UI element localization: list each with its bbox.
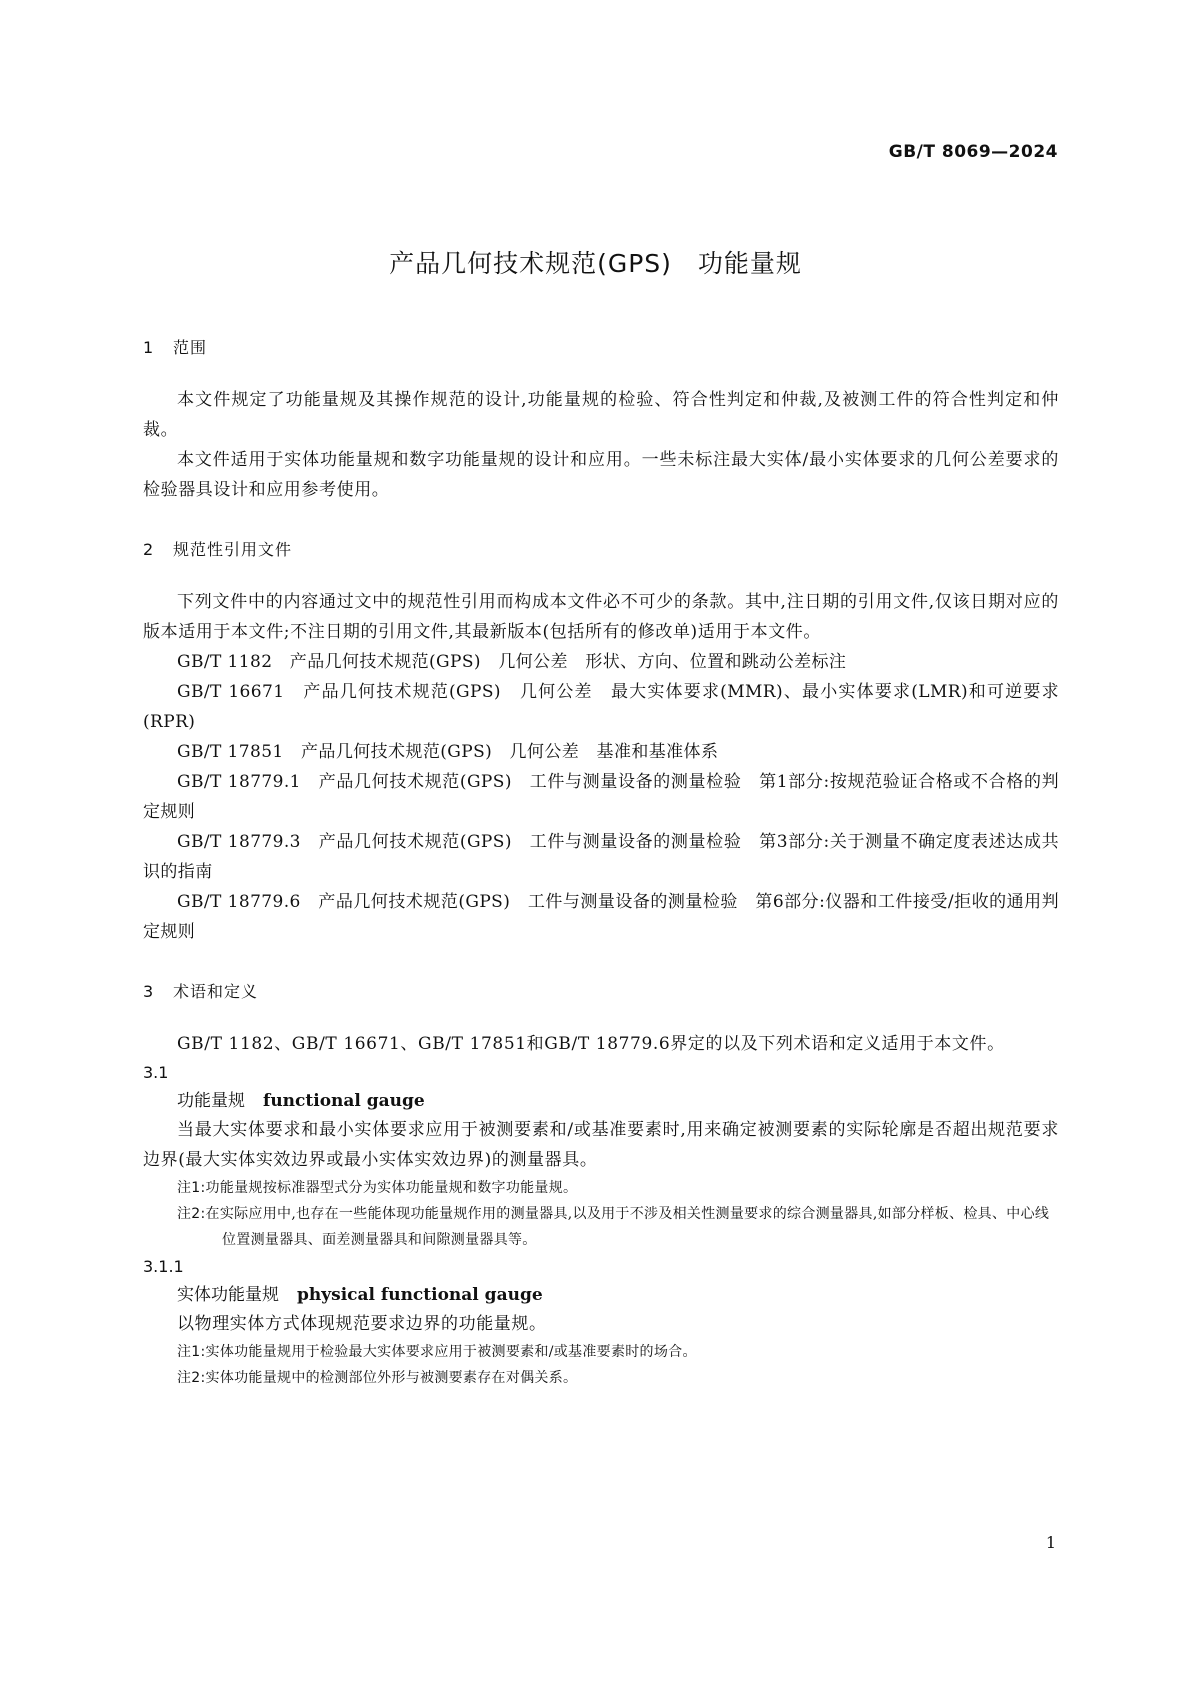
paragraph: GB/T 1182、GB/T 16671、GB/T 17851和GB/T 18779.6界定的以及下列术语和定义适用于本文件。 — [177, 1034, 1005, 1054]
note-label: 注2: — [177, 1370, 206, 1386]
reference-item: GB/T 17851 产品几何技术规范(GPS) 几何公差 基准和基准体系 — [177, 742, 719, 762]
reference-item: GB/T 1182 产品几何技术规范(GPS) 几何公差 形状、方向、位置和跳动公差标注 — [177, 652, 847, 672]
section-title: 规范性引用文件 — [173, 540, 293, 559]
term-definition: 以物理实体方式体现规范要求边界的功能量规。 — [177, 1314, 547, 1334]
note-label: 注1: — [177, 1344, 206, 1360]
section-title: 范围 — [173, 338, 208, 357]
section-heading — [143, 539, 1059, 561]
note-text: 实体功能量规用于检验最大实体要求应用于被测要素和/或基准要素时的场合。 — [205, 1344, 697, 1360]
reference-item: GB/T 18779.3 产品几何技术规范(GPS) 工件与测量设备的测量检验 第3部分:关于测量不确定度表述达成共识的指南 — [143, 832, 1059, 882]
note-text: 在实际应用中,也存在一些能体现功能量规作用的测量器具,以及用于不涉及相关性测量要求的综合测量器具,如部分样板、检具、中心线位置测量器具、面差测量器具和间隙测量器具等。 — [205, 1206, 1050, 1248]
term-en: functional gauge — [263, 1091, 425, 1111]
note — [143, 1365, 1059, 1391]
section-number: 3 — [143, 982, 155, 1001]
paragraph: 本文件适用于实体功能量规和数字功能量规的设计和应用。一些未标注最大实体/最小实体要求的几何公差要求的检验器具设计和应用参考使用。 — [143, 450, 1059, 500]
section-title: 术语和定义 — [173, 982, 259, 1001]
term-heading — [143, 1087, 1059, 1115]
term-zh: 实体功能量规 — [177, 1285, 279, 1305]
section-number: 1 — [143, 338, 155, 357]
term-heading — [143, 1281, 1059, 1309]
term-en: physical functional gauge — [297, 1285, 543, 1305]
reference-item: GB/T 18779.1 产品几何技术规范(GPS) 工件与测量设备的测量检验 第1部分:按规范验证合格或不合格的判定规则 — [143, 772, 1059, 822]
note-text: 实体功能量规中的检测部位外形与被测要素存在对偶关系。 — [205, 1370, 578, 1386]
note-text: 功能量规按标准器型式分为实体功能量规和数字功能量规。 — [205, 1180, 578, 1196]
standard-code: GB/T 8069—2024 — [888, 142, 1058, 162]
note — [143, 1175, 1059, 1201]
term-zh: 功能量规 — [177, 1091, 245, 1111]
document-title: 产品几何技术规范(GPS) 功能量规 — [389, 249, 802, 278]
reference-item: GB/T 16671 产品几何技术规范(GPS) 几何公差 最大实体要求(MMR)、最小实体要求(LMR)和可逆要求(RPR) — [143, 682, 1059, 732]
document-body — [143, 337, 1059, 1391]
note — [143, 1339, 1059, 1365]
section-number: 2 — [143, 540, 155, 559]
term-definition: 当最大实体要求和最小实体要求应用于被测要素和/或基准要素时,用来确定被测要素的实际轮廓是否超出规范要求边界(最大实体实效边界或最小实体实效边界)的测量器具。 — [143, 1120, 1059, 1170]
reference-item: GB/T 18779.6 产品几何技术规范(GPS) 工件与测量设备的测量检验 第6部分:仪器和工件接受/拒收的通用判定规则 — [143, 892, 1059, 942]
section-heading — [143, 981, 1059, 1003]
note-label: 注2: — [177, 1206, 206, 1222]
term-number: 3.1 — [143, 1063, 169, 1082]
section-heading — [143, 337, 1059, 359]
term-number: 3.1.1 — [143, 1257, 184, 1276]
note-label: 注1: — [177, 1180, 206, 1196]
paragraph: 下列文件中的内容通过文中的规范性引用而构成本文件必不可少的条款。其中,注日期的引用文件,仅该日期对应的版本适用于本文件;不注日期的引用文件,其最新版本(包括所有的修改单)适用于本文件。 — [143, 592, 1059, 642]
note — [143, 1201, 1059, 1253]
paragraph: 本文件规定了功能量规及其操作规范的设计,功能量规的检验、符合性判定和仲裁,及被测工件的符合性判定和仲裁。 — [143, 390, 1059, 440]
page-number: 1 — [1045, 1533, 1056, 1552]
